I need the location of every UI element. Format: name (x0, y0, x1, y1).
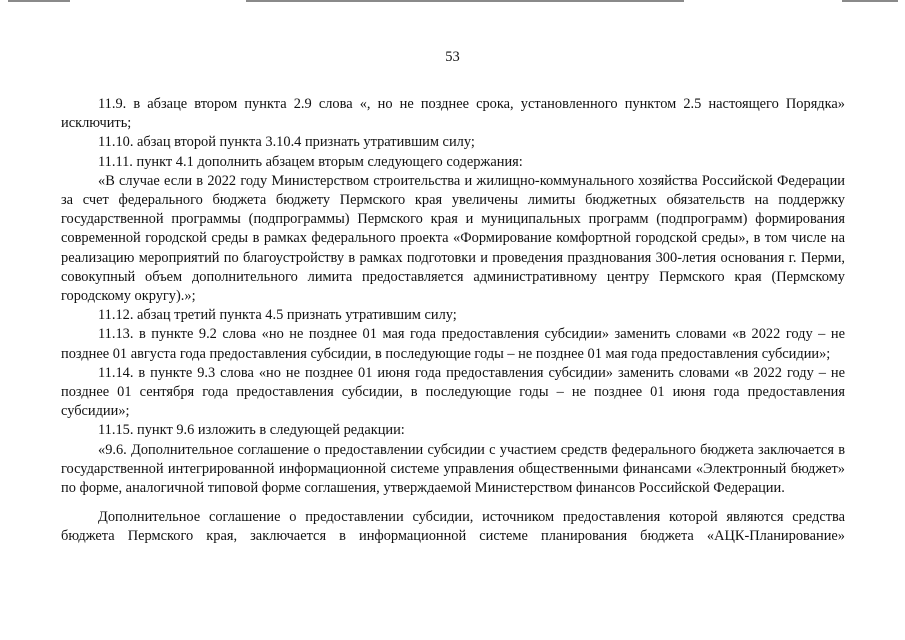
paragraph-11-14: 11.14. в пункте 9.3 слова «но не позднее 01 июня года предоставления субсидии» заменить словами «в 2022 году – не позднее 01 сентября года предоставления субсидии, в последующие годы – не позднее 01 июня года предоставления субсидии»; (61, 364, 845, 420)
paragraph-11-11: 11.11. пункт 4.1 дополнить абзацем вторым следующего содержания: (98, 153, 523, 170)
paragraph-9-6: «9.6. Дополнительное соглашение о предоставлении субсидии с участием средств федерального бюджета заключается в государственной интегрированной информационной системе управления общественными финансами «Электронный бюджет» по форме, аналогичной типовой форме соглашения, утверждаемой Министерством финансов Российской Федерации. (61, 441, 845, 497)
top-edge-rule-right (842, 0, 898, 2)
paragraph-11-10: 11.10. абзац второй пункта 3.10.4 признать утратившим силу; (98, 134, 475, 151)
paragraph-supplementary-agreement: Дополнительное соглашение о предоставлении субсидии, источником предоставления которой являются средства бюджета Пермского края, заключается в информационной системе планирования бюджета «АЦК-Планирование» (61, 509, 845, 545)
paragraph-11-13: 11.13. в пункте 9.2 слова «но не позднее 01 мая года предоставления субсидии» заменить словами «в 2022 году – не позднее 01 августа года предоставления субсидии, в последующие годы – не позднее 01 мая года предоставления субсидии»; (61, 326, 845, 362)
top-edge-rule-center (246, 0, 684, 2)
top-edge-rule-left (8, 0, 70, 2)
paragraph-11-9: 11.9. в абзаце втором пункта 2.9 слова «, но не позднее срока, установленного пунктом 2.5 настоящего Порядка» исключить; (61, 96, 845, 132)
document-body (61, 95, 845, 547)
page-number: 53 (445, 49, 460, 65)
paragraph-11-15: 11.15. пункт 9.6 изложить в следующей редакции: (98, 422, 405, 439)
paragraph-gap (61, 498, 845, 508)
paragraph-11-12: 11.12. абзац третий пункта 4.5 признать утратившим силу; (98, 307, 457, 324)
paragraph-quoted-amendment: «В случае если в 2022 году Министерством строительства и жилищно-коммунального хозяйства Российской Федерации за счет федерального бюджета бюджету Пермского края увеличены лимиты бюджетных обязательств на поддержку государственной программы (подпрограммы) Пермского края и муниципальных программ (подпрограмм) формирования современной городской среды в рамках федерального проекта «Формирование комфортной городской среды», в том числе на реализацию мероприятий по благоустройству в рамках подготовки и проведения празднования 300-летия основания г. Перми, совокупный объем дополнительного лимита предоставляется административному центру Пермского края (Пермскому городскому округу).»; (61, 172, 845, 305)
